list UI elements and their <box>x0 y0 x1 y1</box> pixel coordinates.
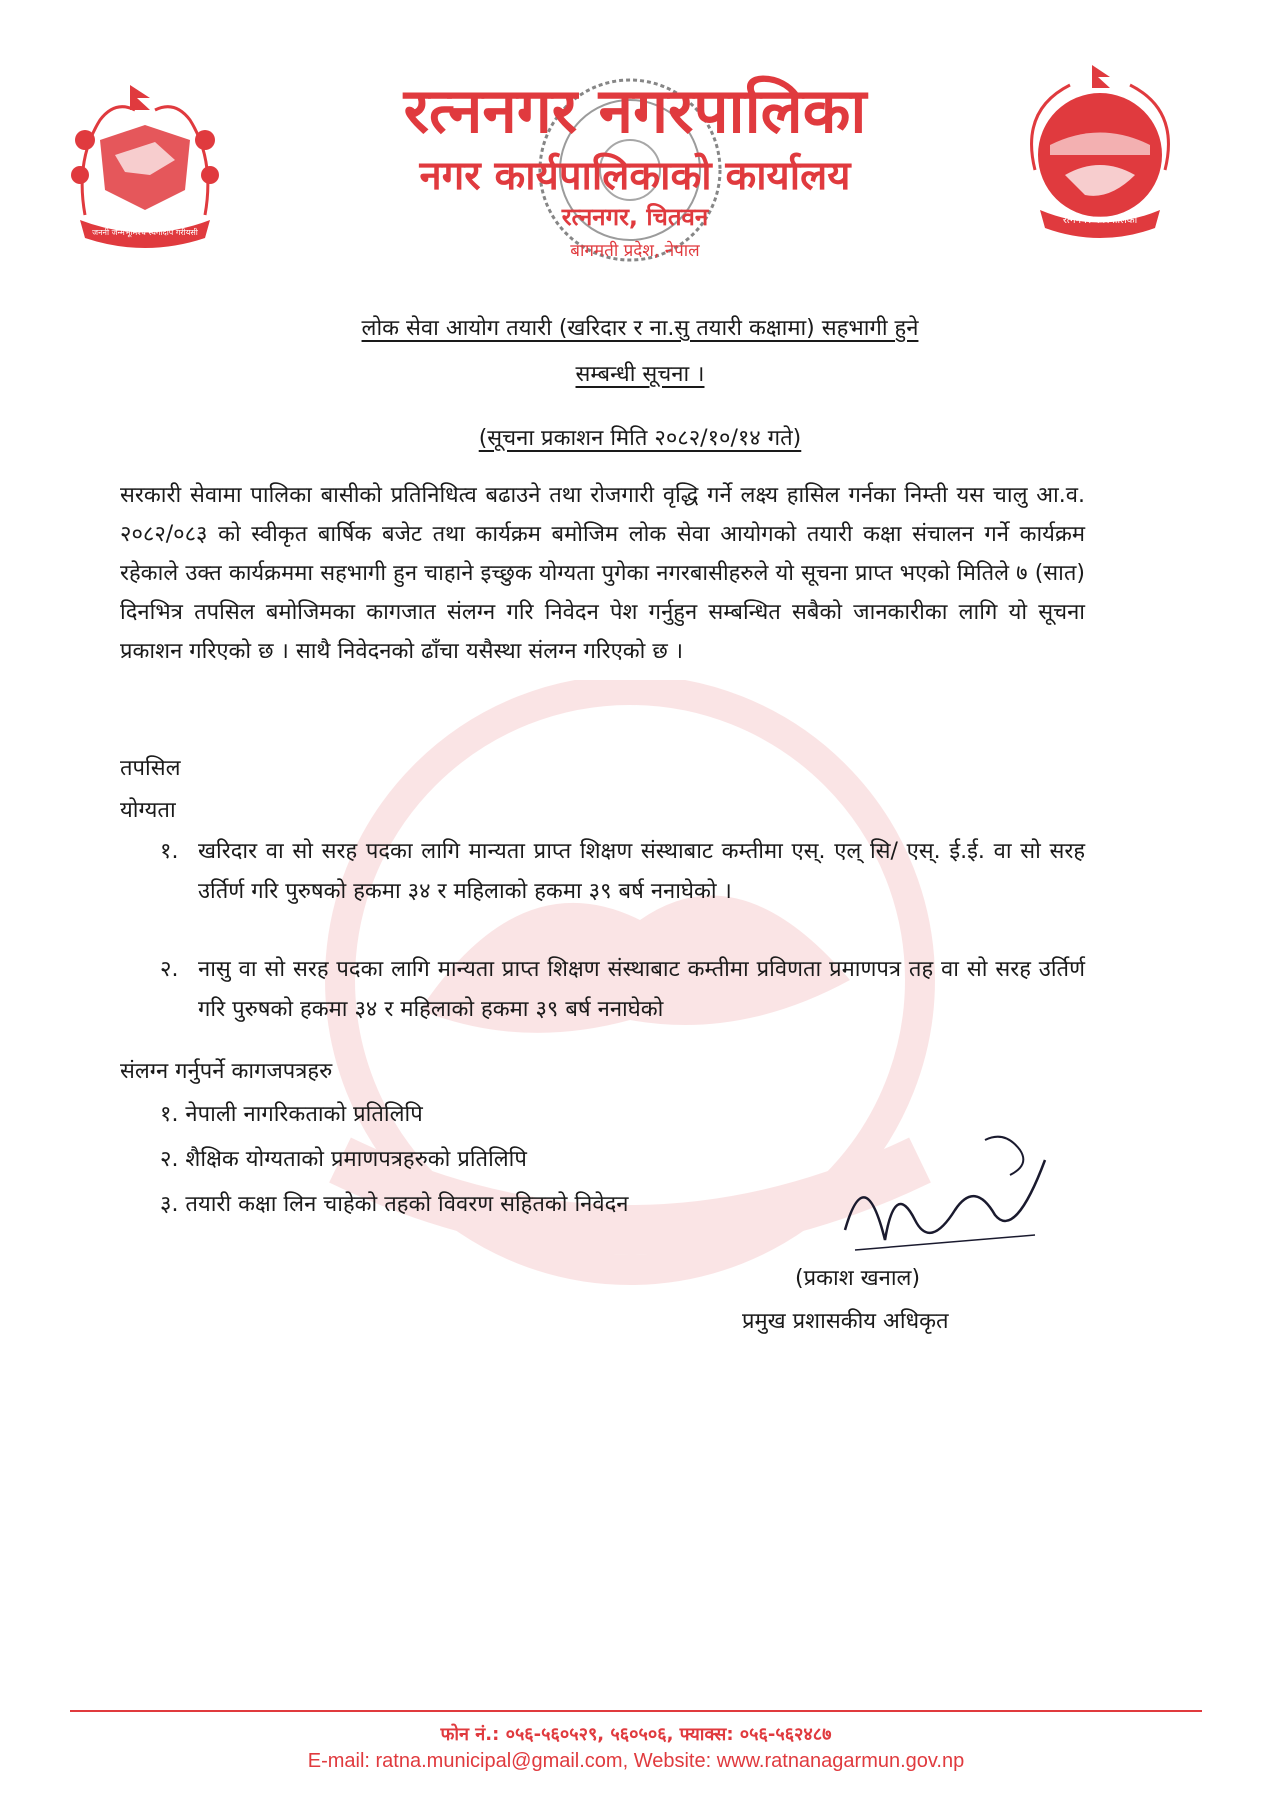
footer-phone: फोन नं.: ०५६-५६०५२९, ५६०५०६, फ्याक्स: ०५६-५६२४८७ <box>440 1724 832 1745</box>
notice-subject: लोक सेवा आयोग तयारी (खरिदार र ना.सु तयारी कक्षामा) सहभागी हुने <box>361 316 919 341</box>
handwritten-signature <box>835 1120 1055 1270</box>
qualification-item <box>160 832 1085 912</box>
footer-divider <box>70 1710 1202 1712</box>
qualification-label: योग्यता <box>120 798 176 823</box>
qualification-item <box>160 950 1085 1030</box>
qualification-number: १. <box>160 839 179 864</box>
qualification-text: खरिदार वा सो सरह पदका लागि मान्यता प्राप्त शिक्षण संस्थाबाट कम्तीमा एस्. एल् सि/ एस्. ई.ई. वा सो सरह उर्तिर्ण गरि पुरुषको हकमा ३४ र महिलाको हकमा ३९ बर्ष ननाघेको । <box>198 839 1085 904</box>
municipality-logo-icon <box>1010 60 1190 240</box>
document-item: १. नेपाली नागरिकताको प्रतिलिपि <box>160 1102 423 1127</box>
nepal-coat-of-arms-icon <box>55 80 235 250</box>
svg-text:जननी जन्मभूमिश्च स्वर्गादपि गर: जननी जन्मभूमिश्च स्वर्गादपि गरीयसी <box>92 228 198 237</box>
municipality-title: रत्ननगर नगरपालिका <box>403 74 867 147</box>
document-item: २. शैक्षिक योग्यताको प्रमाणपत्रहरुको प्रतिलिपि <box>160 1147 527 1172</box>
publication-date: (सूचना प्रकाशन मिति २०८२/१०/१४ गते) <box>478 426 802 451</box>
notice-body: सरकारी सेवामा पालिका बासीको प्रतिनिधित्व बढाउने तथा रोजगारी वृद्धि गर्ने लक्ष्य हासिल गर्नका निम्ती यस चालु आ.व. २०८२/०८३ को स्वीकृत बार्षिक बजेट तथा कार्यक्रम बमोजिम लोक सेवा आयोगको तयारी कक्षा संचालन गर्ने कार्यक्रम रहेकाले उक्त कार्यक्रममा सहभागी हुन चाहाने इच्छुक योग्यता पुगेका नगरबासीहरुले यो सूचना प्राप्त भएको मितिले ७ (सात) दिनभित्र तपसिल बमोजिमका कागजात संलग्न गरि निवेदन पेश गर्नुहुन सम्बन्धित सबैको जानकारीका लागि यो सूचना प्रकाशन गरिएको छ । साथै निवेदनको ढाँचा यसैस्था संलग्न गरिएको छ । <box>120 483 1085 664</box>
office-province: बागमती प्रदेश, नेपाल <box>570 241 700 261</box>
svg-text:रत्ननगर नगरपालिका: रत्ननगर नगरपालिका <box>1062 215 1138 226</box>
documents-label: संलग्न गर्नुपर्ने कागजपत्रहरु <box>120 1059 333 1084</box>
office-subtitle: नगर कार्यपालिकाको कार्यालय <box>419 153 851 199</box>
office-location: रत्ननगर, चितवन <box>561 203 709 231</box>
signatory-name: (प्रकाश खनाल) <box>795 1266 921 1291</box>
notice-subject-cont: सम्बन्धी सूचना । <box>575 362 705 387</box>
qualification-text: नासु वा सो सरह पदका लागि मान्यता प्राप्त शिक्षण संस्थाबाट कम्तीमा प्रविणता प्रमाणपत्र तह वा सो सरह उर्तिर्ण गरि पुरुषको हकमा ३४ र महिलाको हकमा ३९ बर्ष ननाघेको <box>198 957 1085 1022</box>
signatory-title: प्रमुख प्रशासकीय अधिकृत <box>742 1309 949 1334</box>
footer-contact: E-mail: ratna.municipal@gmail.com, Website: www.ratnanagarmun.gov.np <box>307 1750 965 1772</box>
qualification-number: २. <box>160 957 179 982</box>
document-item: ३. तयारी कक्षा लिन चाहेको तहको विवरण सहितको निवेदन <box>160 1192 629 1217</box>
details-label: तपसिल <box>120 756 181 781</box>
